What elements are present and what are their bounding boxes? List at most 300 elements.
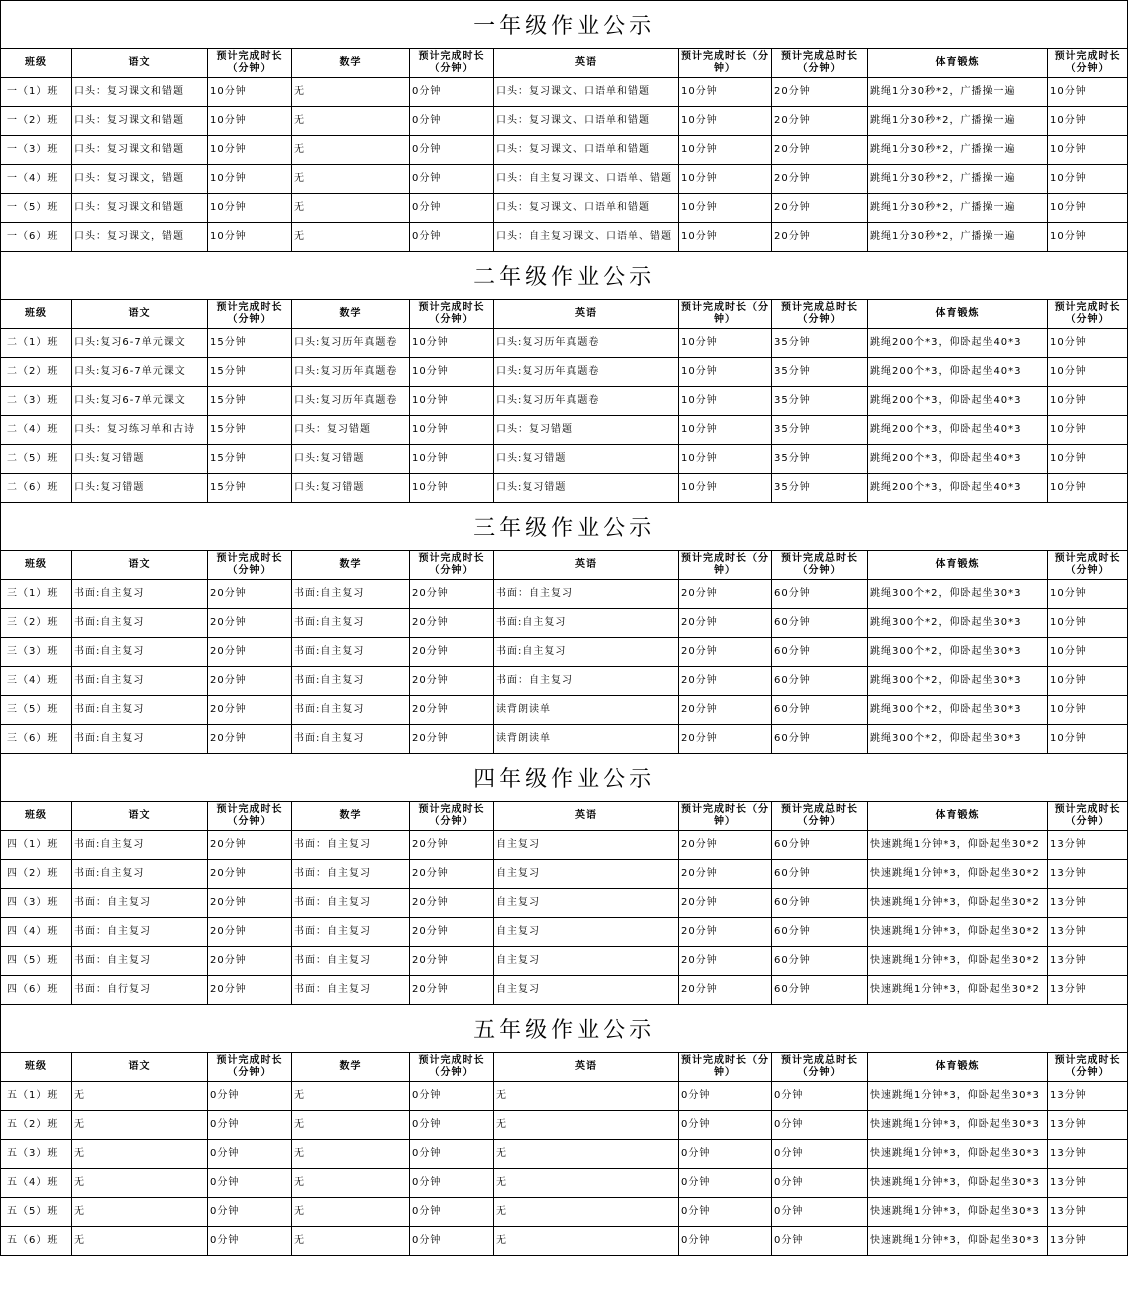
english-time-cell: 0分钟 [679, 1111, 772, 1140]
math-time-cell: 20分钟 [410, 696, 494, 725]
header-total-time: 预计完成总时长（分钟） [772, 300, 868, 329]
english-task-cell: 自主复习 [494, 976, 679, 1005]
class-cell: 四（3）班 [1, 889, 72, 918]
chinese-time-cell: 20分钟 [208, 860, 292, 889]
chinese-task-cell: 无 [72, 1169, 208, 1198]
math-task-cell: 书面:自主复习 [292, 609, 410, 638]
english-task-cell: 自主复习 [494, 831, 679, 860]
pe-time-cell: 13分钟 [1048, 1140, 1128, 1169]
math-time-cell: 10分钟 [410, 358, 494, 387]
total-time-cell: 35分钟 [772, 474, 868, 503]
english-time-cell: 10分钟 [679, 416, 772, 445]
english-task-cell: 口头：复习课文、口语单和错题 [494, 136, 679, 165]
header-english: 英语 [494, 300, 679, 329]
total-time-cell: 35分钟 [772, 387, 868, 416]
header-total-time: 预计完成总时长（分钟） [772, 49, 868, 78]
pe-task-cell: 快速跳绳1分钟*3，仰卧起坐30*3 [868, 1227, 1048, 1256]
math-time-cell: 20分钟 [410, 725, 494, 754]
header-class: 班级 [1, 802, 72, 831]
table-row [1, 860, 1128, 889]
chinese-time-cell: 20分钟 [208, 918, 292, 947]
math-time-cell: 20分钟 [410, 667, 494, 696]
header-chinese: 语文 [72, 551, 208, 580]
table-row [1, 1227, 1128, 1256]
class-cell: 一（5）班 [1, 194, 72, 223]
english-task-cell: 无 [494, 1082, 679, 1111]
english-time-cell: 20分钟 [679, 696, 772, 725]
math-task-cell: 书面:自主复习 [292, 696, 410, 725]
class-cell: 四（4）班 [1, 918, 72, 947]
header-english-time: 预计完成时长（分钟） [679, 300, 772, 329]
table-row [1, 165, 1128, 194]
math-task-cell: 无 [292, 1082, 410, 1111]
total-time-cell: 20分钟 [772, 136, 868, 165]
pe-time-cell: 13分钟 [1048, 1111, 1128, 1140]
english-time-cell: 10分钟 [679, 445, 772, 474]
english-time-cell: 20分钟 [679, 918, 772, 947]
chinese-task-cell: 无 [72, 1111, 208, 1140]
header-pe: 体育锻炼 [868, 49, 1048, 78]
chinese-time-cell: 15分钟 [208, 329, 292, 358]
total-time-cell: 35分钟 [772, 358, 868, 387]
english-time-cell: 20分钟 [679, 860, 772, 889]
class-cell: 二（4）班 [1, 416, 72, 445]
total-time-cell: 20分钟 [772, 78, 868, 107]
total-time-cell: 60分钟 [772, 831, 868, 860]
math-task-cell: 书面:自主复习 [292, 638, 410, 667]
math-task-cell: 口头:复习历年真题卷 [292, 358, 410, 387]
total-time-cell: 60分钟 [772, 860, 868, 889]
english-time-cell: 0分钟 [679, 1140, 772, 1169]
table-row [1, 609, 1128, 638]
class-cell: 四（5）班 [1, 947, 72, 976]
table-row [1, 1198, 1128, 1227]
header-chinese-time: 预计完成时长（分钟） [208, 551, 292, 580]
chinese-time-cell: 20分钟 [208, 667, 292, 696]
header-pe-time: 预计完成时长（分钟） [1048, 802, 1128, 831]
header-total-time: 预计完成总时长（分钟） [772, 1053, 868, 1082]
chinese-task-cell: 书面:自主复习 [72, 696, 208, 725]
english-task-cell: 无 [494, 1227, 679, 1256]
pe-task-cell: 快速跳绳1分钟*3，仰卧起坐30*2 [868, 918, 1048, 947]
grade-table [0, 251, 1128, 503]
class-cell: 五（3）班 [1, 1140, 72, 1169]
total-time-cell: 0分钟 [772, 1111, 868, 1140]
pe-task-cell: 快速跳绳1分钟*3，仰卧起坐30*2 [868, 889, 1048, 918]
chinese-task-cell: 口头:复习错题 [72, 445, 208, 474]
chinese-time-cell: 20分钟 [208, 580, 292, 609]
chinese-time-cell: 0分钟 [208, 1227, 292, 1256]
pe-time-cell: 13分钟 [1048, 889, 1128, 918]
pe-time-cell: 10分钟 [1048, 696, 1128, 725]
math-time-cell: 10分钟 [410, 416, 494, 445]
english-time-cell: 20分钟 [679, 580, 772, 609]
pe-time-cell: 13分钟 [1048, 947, 1128, 976]
header-english: 英语 [494, 49, 679, 78]
english-task-cell: 自主复习 [494, 947, 679, 976]
english-task-cell: 自主复习 [494, 889, 679, 918]
table-row [1, 1140, 1128, 1169]
chinese-time-cell: 10分钟 [208, 194, 292, 223]
english-task-cell: 无 [494, 1198, 679, 1227]
english-time-cell: 20分钟 [679, 725, 772, 754]
chinese-time-cell: 15分钟 [208, 358, 292, 387]
math-time-cell: 20分钟 [410, 860, 494, 889]
class-cell: 二（6）班 [1, 474, 72, 503]
class-cell: 五（4）班 [1, 1169, 72, 1198]
class-cell: 二（2）班 [1, 358, 72, 387]
chinese-time-cell: 20分钟 [208, 725, 292, 754]
pe-time-cell: 13分钟 [1048, 976, 1128, 1005]
math-task-cell: 书面：自主复习 [292, 947, 410, 976]
chinese-time-cell: 15分钟 [208, 474, 292, 503]
english-task-cell: 口头：自主复习课文、口语单、错题 [494, 223, 679, 252]
pe-task-cell: 快速跳绳1分钟*3，仰卧起坐30*3 [868, 1082, 1048, 1111]
table-row [1, 1082, 1128, 1111]
english-task-cell: 口头:复习错题 [494, 474, 679, 503]
math-task-cell: 口头:复习错题 [292, 445, 410, 474]
header-pe-time: 预计完成时长（分钟） [1048, 300, 1128, 329]
chinese-task-cell: 无 [72, 1140, 208, 1169]
total-time-cell: 20分钟 [772, 165, 868, 194]
math-time-cell: 0分钟 [410, 107, 494, 136]
class-cell: 三（3）班 [1, 638, 72, 667]
table-row [1, 358, 1128, 387]
class-cell: 五（2）班 [1, 1111, 72, 1140]
grade-table [0, 753, 1128, 1005]
chinese-task-cell: 书面:自主复习 [72, 638, 208, 667]
english-task-cell: 口头：复习课文、口语单和错题 [494, 78, 679, 107]
pe-time-cell: 10分钟 [1048, 474, 1128, 503]
total-time-cell: 20分钟 [772, 194, 868, 223]
chinese-time-cell: 10分钟 [208, 78, 292, 107]
pe-task-cell: 快速跳绳1分钟*3，仰卧起坐30*2 [868, 976, 1048, 1005]
math-task-cell: 书面：自主复习 [292, 918, 410, 947]
math-time-cell: 20分钟 [410, 889, 494, 918]
english-time-cell: 20分钟 [679, 947, 772, 976]
math-time-cell: 10分钟 [410, 329, 494, 358]
chinese-task-cell: 口头:复习错题 [72, 474, 208, 503]
pe-task-cell: 跳绳1分30秒*2，广播操一遍 [868, 78, 1048, 107]
total-time-cell: 0分钟 [772, 1082, 868, 1111]
class-cell: 一（2）班 [1, 107, 72, 136]
chinese-time-cell: 20分钟 [208, 696, 292, 725]
pe-time-cell: 10分钟 [1048, 223, 1128, 252]
pe-task-cell: 跳绳1分30秒*2，广播操一遍 [868, 223, 1048, 252]
english-task-cell: 书面:自主复习 [494, 638, 679, 667]
table-row [1, 889, 1128, 918]
chinese-time-cell: 15分钟 [208, 416, 292, 445]
math-task-cell: 无 [292, 78, 410, 107]
chinese-time-cell: 0分钟 [208, 1198, 292, 1227]
english-task-cell: 自主复习 [494, 918, 679, 947]
header-math: 数学 [292, 49, 410, 78]
total-time-cell: 60分钟 [772, 725, 868, 754]
header-pe-time: 预计完成时长（分钟） [1048, 49, 1128, 78]
english-time-cell: 0分钟 [679, 1082, 772, 1111]
chinese-task-cell: 无 [72, 1082, 208, 1111]
table-row [1, 696, 1128, 725]
english-task-cell: 读背朗读单 [494, 725, 679, 754]
class-cell: 一（1）班 [1, 78, 72, 107]
class-cell: 三（5）班 [1, 696, 72, 725]
math-task-cell: 无 [292, 1111, 410, 1140]
grade-title: 四年级作业公示 [1, 754, 1128, 802]
english-task-cell: 口头：自主复习课文、口语单、错题 [494, 165, 679, 194]
table-row [1, 387, 1128, 416]
chinese-task-cell: 书面：自主复习 [72, 918, 208, 947]
total-time-cell: 35分钟 [772, 416, 868, 445]
total-time-cell: 60分钟 [772, 638, 868, 667]
table-row [1, 638, 1128, 667]
math-task-cell: 无 [292, 136, 410, 165]
math-task-cell: 无 [292, 1140, 410, 1169]
pe-task-cell: 跳绳300个*2，仰卧起坐30*3 [868, 580, 1048, 609]
chinese-task-cell: 无 [72, 1227, 208, 1256]
math-time-cell: 0分钟 [410, 1198, 494, 1227]
english-time-cell: 20分钟 [679, 667, 772, 696]
pe-time-cell: 10分钟 [1048, 194, 1128, 223]
class-cell: 一（3）班 [1, 136, 72, 165]
grade-title: 三年级作业公示 [1, 503, 1128, 551]
pe-task-cell: 跳绳200个*3，仰卧起坐40*3 [868, 474, 1048, 503]
header-math-time: 预计完成时长（分钟） [410, 802, 494, 831]
math-task-cell: 无 [292, 165, 410, 194]
pe-task-cell: 跳绳300个*2，仰卧起坐30*3 [868, 725, 1048, 754]
math-time-cell: 0分钟 [410, 165, 494, 194]
pe-time-cell: 10分钟 [1048, 638, 1128, 667]
english-time-cell: 10分钟 [679, 78, 772, 107]
pe-time-cell: 10分钟 [1048, 165, 1128, 194]
english-task-cell: 口头:复习历年真题卷 [494, 387, 679, 416]
math-task-cell: 书面:自主复习 [292, 580, 410, 609]
header-chinese-time: 预计完成时长（分钟） [208, 300, 292, 329]
english-task-cell: 书面：自主复习 [494, 580, 679, 609]
math-task-cell: 书面：自主复习 [292, 831, 410, 860]
math-time-cell: 10分钟 [410, 387, 494, 416]
chinese-task-cell: 书面:自主复习 [72, 860, 208, 889]
class-cell: 三（2）班 [1, 609, 72, 638]
header-pe-time: 预计完成时长（分钟） [1048, 551, 1128, 580]
class-cell: 三（4）班 [1, 667, 72, 696]
english-time-cell: 10分钟 [679, 165, 772, 194]
english-task-cell: 口头:复习历年真题卷 [494, 358, 679, 387]
chinese-time-cell: 0分钟 [208, 1111, 292, 1140]
english-time-cell: 0分钟 [679, 1227, 772, 1256]
class-cell: 五（1）班 [1, 1082, 72, 1111]
pe-time-cell: 10分钟 [1048, 387, 1128, 416]
header-pe: 体育锻炼 [868, 802, 1048, 831]
math-time-cell: 0分钟 [410, 136, 494, 165]
class-cell: 二（3）班 [1, 387, 72, 416]
total-time-cell: 35分钟 [772, 329, 868, 358]
pe-time-cell: 13分钟 [1048, 918, 1128, 947]
table-row [1, 223, 1128, 252]
pe-time-cell: 13分钟 [1048, 1198, 1128, 1227]
chinese-task-cell: 书面:自主复习 [72, 580, 208, 609]
header-chinese: 语文 [72, 802, 208, 831]
math-task-cell: 书面：自主复习 [292, 889, 410, 918]
class-cell: 三（1）班 [1, 580, 72, 609]
chinese-task-cell: 口头：复习课文和错题 [72, 107, 208, 136]
pe-task-cell: 跳绳200个*3，仰卧起坐40*3 [868, 445, 1048, 474]
header-pe-time: 预计完成时长（分钟） [1048, 1053, 1128, 1082]
pe-time-cell: 10分钟 [1048, 416, 1128, 445]
pe-time-cell: 10分钟 [1048, 445, 1128, 474]
header-english: 英语 [494, 1053, 679, 1082]
header-class: 班级 [1, 1053, 72, 1082]
english-time-cell: 20分钟 [679, 889, 772, 918]
pe-task-cell: 快速跳绳1分钟*3，仰卧起坐30*3 [868, 1140, 1048, 1169]
header-chinese-time: 预计完成时长（分钟） [208, 1053, 292, 1082]
english-task-cell: 无 [494, 1140, 679, 1169]
total-time-cell: 0分钟 [772, 1140, 868, 1169]
pe-time-cell: 10分钟 [1048, 725, 1128, 754]
english-time-cell: 10分钟 [679, 107, 772, 136]
math-task-cell: 无 [292, 1198, 410, 1227]
class-cell: 三（6）班 [1, 725, 72, 754]
table-row [1, 445, 1128, 474]
chinese-task-cell: 书面:自主复习 [72, 609, 208, 638]
pe-task-cell: 跳绳300个*2，仰卧起坐30*3 [868, 609, 1048, 638]
class-cell: 二（1）班 [1, 329, 72, 358]
pe-time-cell: 10分钟 [1048, 329, 1128, 358]
class-cell: 四（1）班 [1, 831, 72, 860]
total-time-cell: 60分钟 [772, 580, 868, 609]
chinese-task-cell: 口头：复习课文和错题 [72, 136, 208, 165]
english-task-cell: 自主复习 [494, 860, 679, 889]
english-task-cell: 读背朗读单 [494, 696, 679, 725]
pe-task-cell: 跳绳300个*2，仰卧起坐30*3 [868, 667, 1048, 696]
header-chinese-time: 预计完成时长（分钟） [208, 802, 292, 831]
pe-task-cell: 跳绳1分30秒*2，广播操一遍 [868, 136, 1048, 165]
class-cell: 四（6）班 [1, 976, 72, 1005]
class-cell: 一（6）班 [1, 223, 72, 252]
class-cell: 二（5）班 [1, 445, 72, 474]
math-time-cell: 10分钟 [410, 474, 494, 503]
chinese-time-cell: 20分钟 [208, 831, 292, 860]
math-time-cell: 0分钟 [410, 1082, 494, 1111]
english-task-cell: 口头：复习课文、口语单和错题 [494, 107, 679, 136]
english-time-cell: 10分钟 [679, 387, 772, 416]
table-row [1, 107, 1128, 136]
math-time-cell: 20分钟 [410, 976, 494, 1005]
english-time-cell: 10分钟 [679, 136, 772, 165]
math-task-cell: 无 [292, 1227, 410, 1256]
chinese-task-cell: 书面:自主复习 [72, 667, 208, 696]
header-class: 班级 [1, 49, 72, 78]
math-time-cell: 20分钟 [410, 831, 494, 860]
class-cell: 五（5）班 [1, 1198, 72, 1227]
chinese-task-cell: 书面:自主复习 [72, 725, 208, 754]
total-time-cell: 60分钟 [772, 696, 868, 725]
math-task-cell: 口头:复习历年真题卷 [292, 387, 410, 416]
pe-task-cell: 快速跳绳1分钟*3，仰卧起坐30*3 [868, 1198, 1048, 1227]
math-task-cell: 书面：自主复习 [292, 976, 410, 1005]
total-time-cell: 60分钟 [772, 947, 868, 976]
header-math: 数学 [292, 300, 410, 329]
english-task-cell: 口头:复习错题 [494, 445, 679, 474]
pe-task-cell: 跳绳200个*3，仰卧起坐40*3 [868, 387, 1048, 416]
chinese-task-cell: 口头：复习课文和错题 [72, 78, 208, 107]
total-time-cell: 60分钟 [772, 667, 868, 696]
grade-table [0, 1004, 1128, 1256]
math-time-cell: 0分钟 [410, 223, 494, 252]
header-math-time: 预计完成时长（分钟） [410, 551, 494, 580]
math-time-cell: 0分钟 [410, 78, 494, 107]
total-time-cell: 60分钟 [772, 976, 868, 1005]
english-time-cell: 10分钟 [679, 223, 772, 252]
total-time-cell: 0分钟 [772, 1227, 868, 1256]
chinese-task-cell: 书面：自主复习 [72, 947, 208, 976]
math-time-cell: 20分钟 [410, 609, 494, 638]
chinese-task-cell: 口头:复习6-7单元课文 [72, 329, 208, 358]
math-time-cell: 0分钟 [410, 194, 494, 223]
pe-time-cell: 10分钟 [1048, 667, 1128, 696]
pe-task-cell: 跳绳1分30秒*2，广播操一遍 [868, 165, 1048, 194]
total-time-cell: 20分钟 [772, 223, 868, 252]
total-time-cell: 60分钟 [772, 918, 868, 947]
pe-time-cell: 13分钟 [1048, 860, 1128, 889]
total-time-cell: 20分钟 [772, 107, 868, 136]
table-row [1, 947, 1128, 976]
pe-task-cell: 跳绳200个*3，仰卧起坐40*3 [868, 358, 1048, 387]
english-task-cell: 无 [494, 1169, 679, 1198]
english-time-cell: 20分钟 [679, 976, 772, 1005]
english-time-cell: 20分钟 [679, 609, 772, 638]
english-time-cell: 0分钟 [679, 1169, 772, 1198]
math-time-cell: 0分钟 [410, 1227, 494, 1256]
chinese-time-cell: 20分钟 [208, 889, 292, 918]
english-time-cell: 20分钟 [679, 638, 772, 667]
math-task-cell: 口头：复习错题 [292, 416, 410, 445]
header-math-time: 预计完成时长（分钟） [410, 49, 494, 78]
header-math-time: 预计完成时长（分钟） [410, 300, 494, 329]
english-task-cell: 口头：复习课文、口语单和错题 [494, 194, 679, 223]
math-task-cell: 无 [292, 107, 410, 136]
chinese-time-cell: 20分钟 [208, 947, 292, 976]
math-time-cell: 20分钟 [410, 580, 494, 609]
english-task-cell: 无 [494, 1111, 679, 1140]
math-time-cell: 10分钟 [410, 445, 494, 474]
math-task-cell: 无 [292, 1169, 410, 1198]
english-time-cell: 10分钟 [679, 358, 772, 387]
math-task-cell: 书面：自主复习 [292, 860, 410, 889]
chinese-task-cell: 口头:复习6-7单元课文 [72, 387, 208, 416]
total-time-cell: 35分钟 [772, 445, 868, 474]
math-time-cell: 20分钟 [410, 947, 494, 976]
chinese-task-cell: 无 [72, 1198, 208, 1227]
english-time-cell: 20分钟 [679, 831, 772, 860]
pe-task-cell: 跳绳300个*2，仰卧起坐30*3 [868, 638, 1048, 667]
header-total-time: 预计完成总时长（分钟） [772, 802, 868, 831]
header-english-time: 预计完成时长（分钟） [679, 49, 772, 78]
chinese-time-cell: 15分钟 [208, 445, 292, 474]
grade-table [0, 502, 1128, 754]
pe-task-cell: 跳绳300个*2，仰卧起坐30*3 [868, 696, 1048, 725]
pe-task-cell: 跳绳1分30秒*2，广播操一遍 [868, 194, 1048, 223]
pe-task-cell: 快速跳绳1分钟*3，仰卧起坐30*2 [868, 831, 1048, 860]
pe-task-cell: 快速跳绳1分钟*3，仰卧起坐30*2 [868, 947, 1048, 976]
pe-task-cell: 快速跳绳1分钟*3，仰卧起坐30*3 [868, 1169, 1048, 1198]
chinese-task-cell: 口头:复习6-7单元课文 [72, 358, 208, 387]
chinese-time-cell: 20分钟 [208, 638, 292, 667]
header-english-time: 预计完成时长（分钟） [679, 802, 772, 831]
grade-title: 二年级作业公示 [1, 252, 1128, 300]
math-task-cell: 无 [292, 194, 410, 223]
chinese-task-cell: 书面:自主复习 [72, 831, 208, 860]
chinese-time-cell: 20分钟 [208, 976, 292, 1005]
